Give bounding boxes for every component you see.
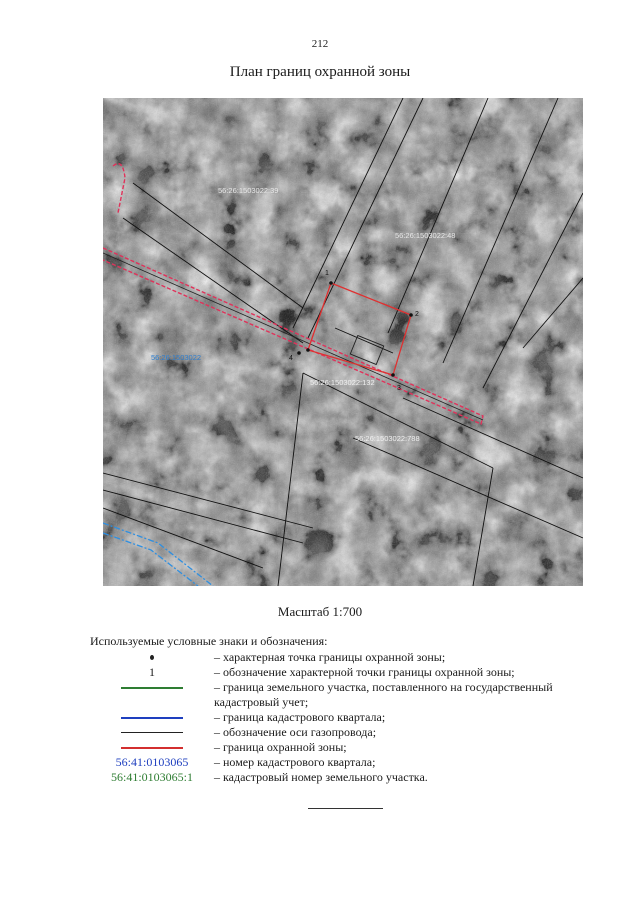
legend-title: Используемые условные знаки и обозначения:: [90, 634, 328, 648]
legend-text: – обозначение оси газопровода;: [214, 725, 377, 739]
boundary-point: [391, 373, 395, 377]
legend-text: – характерная точка границы охранной зоны;: [214, 650, 446, 664]
legend-item-point-number: [90, 665, 610, 680]
map-image[interactable]: [103, 98, 583, 586]
blue-line-icon: [121, 717, 183, 719]
legend-item-zone-boundary: [90, 740, 610, 755]
legend-text: – номер кадастрового квартала;: [214, 755, 376, 769]
legend-text: – обозначение характерной точки границы охранной зоны;: [214, 665, 515, 679]
point-label: 2: [415, 311, 419, 318]
map-scale: Масштаб 1:700: [277, 604, 363, 619]
legend-text: – граница кадастрового квартала;: [214, 710, 386, 724]
point-label: 3: [397, 385, 401, 392]
red-line-icon: [121, 747, 183, 749]
parcel-number-symbol: 56:41:0103065:1: [110, 770, 193, 784]
boundary-point: [306, 348, 310, 352]
point-label: 4: [289, 355, 293, 362]
boundary-point: [329, 281, 333, 285]
green-line-icon: [121, 687, 183, 689]
parcel-label: 56:26:1503022:132: [310, 378, 375, 387]
black-line-icon: [121, 732, 183, 733]
parcel-label: 56:26:1503022:39: [218, 186, 279, 195]
point-number-symbol: 1: [149, 665, 155, 679]
quarter-label: 56:26:1503022: [151, 353, 202, 362]
point-label: 1: [325, 270, 329, 277]
parcel-label: 56:26:1503022:48: [395, 231, 456, 240]
dot-icon: [150, 655, 154, 660]
legend-item-point: [90, 650, 610, 665]
legend-text: – граница охранной зоны;: [214, 740, 347, 754]
page-number: 212: [311, 38, 329, 50]
legend-text: – кадастровый номер земельного участка.: [214, 770, 428, 784]
boundary-point: [297, 351, 301, 355]
parcel-label: 56:26:1503022:788: [355, 434, 420, 443]
legend-item-parcel-number: [90, 770, 610, 785]
legend: [90, 650, 610, 785]
legend-text: – граница земельного участка, поставленного на государственный кадастровый учет;: [214, 680, 553, 709]
quarter-number-symbol: 56:41:0103065: [115, 755, 189, 769]
legend-item-quarter-number: [90, 755, 610, 770]
page-title: План границ охранной зоны: [229, 64, 411, 80]
legend-item-parcel-boundary: [90, 680, 610, 710]
aerial-photo: [103, 98, 583, 586]
footer-rule: [308, 808, 383, 809]
boundary-point: [409, 313, 413, 317]
legend-item-quarter-boundary: [90, 710, 610, 725]
legend-item-pipeline-axis: [90, 725, 610, 740]
